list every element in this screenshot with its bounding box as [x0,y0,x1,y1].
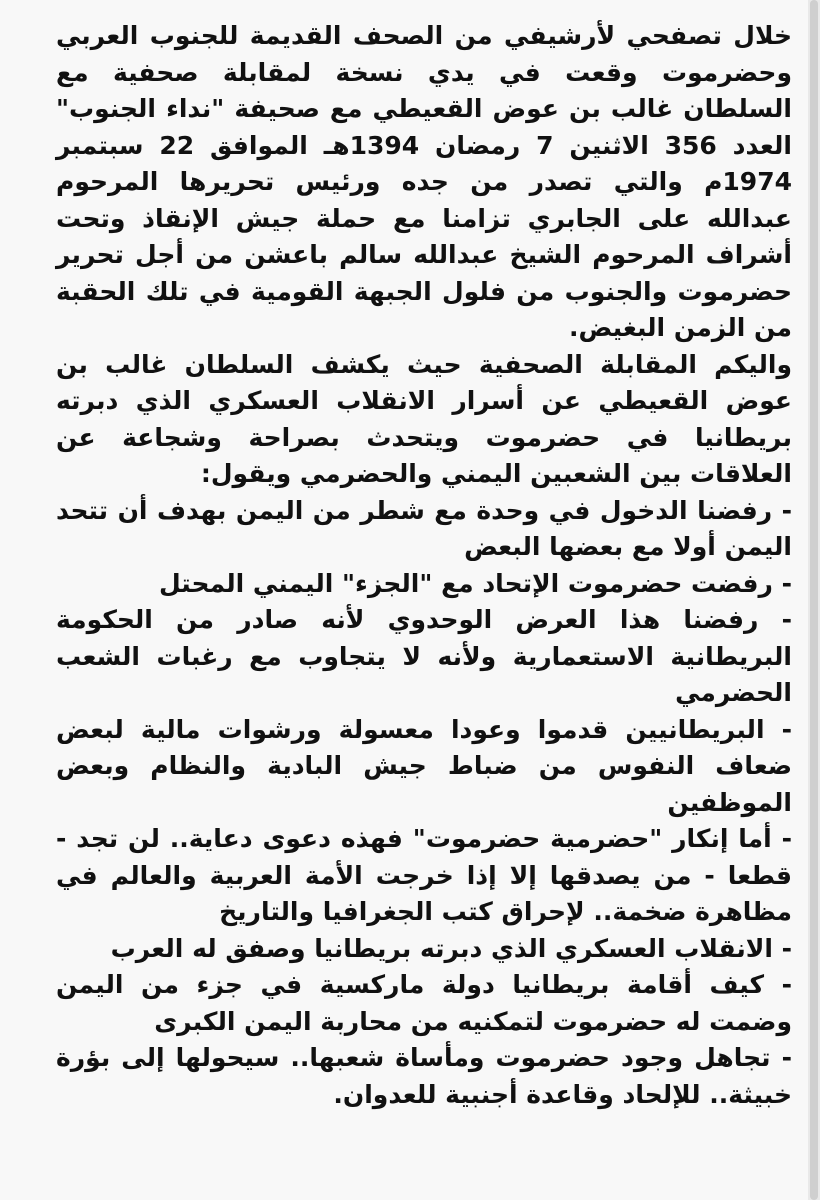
quote-item: - رفضنا الدخول في وحدة مع شطر من اليمن بهدف أن تتحد اليمن أولا مع بعضها البعض [56,495,792,561]
quote-item: - رفضت حضرموت الإتحاد مع "الجزء" اليمني المحتل [158,568,792,598]
quote-item: - رفضنا هذا العرض الوحدوي لأنه صادر من الحكومة البريطانية الاستعمارية ولأنه لا يتجاوب مع رغبات الشعب الحضرمي [56,605,792,707]
article-text [56,18,792,1113]
quote-item: - كيف أقامة بريطانيا دولة ماركسية في جزء من اليمن وضمت له حضرموت لتمكنيه من محاربة اليمن الكبرى [56,970,792,1036]
interview-intro-paragraph: واليكم المقابلة الصحفية حيث يكشف السلطان غالب بن عوض القعيطي عن أسرار الانقلاب العسكري الذي دبرته بريطانيا في حضرموت ويتحدث بصراحة وشجاعة عن العلاقات بين الشعبين اليمني والحضرمي ويقول: [56,349,792,488]
quote-item: - البريطانيين قدموا وعودا معسولة ورشوات مالية لبعض ضعاف النفوس من ضباط جيش البادية والنظام وبعض الموظفين [56,714,792,817]
intro-paragraph: خلال تصفحي لأرشيفي من الصحف القديمة للجنوب العربي وحضرموت وقعت في يدي نسخة لمقابلة صحفية مع السلطان غالب بن عوض القعيطي مع صحيفة "نداء الجنوب" العدد 356 الاثنين 7 رمضان 1394هـ الموافق 22 سبتمبر 1974م والتي تصدر من جده ورئيس تحريرها المرحوم عبدالله على الجابري تزامنا مع حملة جيش الإنقاذ وتحت أشراف المرحوم الشيخ عبدالله سالم باعشن من أجل تحرير حضرموت والجنوب من فلول الجبهة القومية في تلك الحقبة من الزمن البغيض. [56,21,793,342]
quote-item: - أما إنكار "حضرمية حضرموت" فهذه دعوى دعاية.. لن تجد - قطعا - من يصدقها إلا إذا خرجت الأمة العربية والعالم في مظاهرة ضخمة.. لإحراق كتب الجغرافيا والتاريخ [56,824,792,926]
scrollbar-track[interactable] [808,0,820,1200]
quote-item: - الانقلاب العسكري الذي دبرته بريطانيا وصفق له العرب [110,933,792,963]
quote-item: - تجاهل وجود حضرموت ومأساة شعبها.. سيحولها إلى بؤرة خبيثة.. للإلحاد وقاعدة أجنبية للعدوان. [56,1043,792,1109]
scrollbar-thumb[interactable] [810,0,818,1200]
